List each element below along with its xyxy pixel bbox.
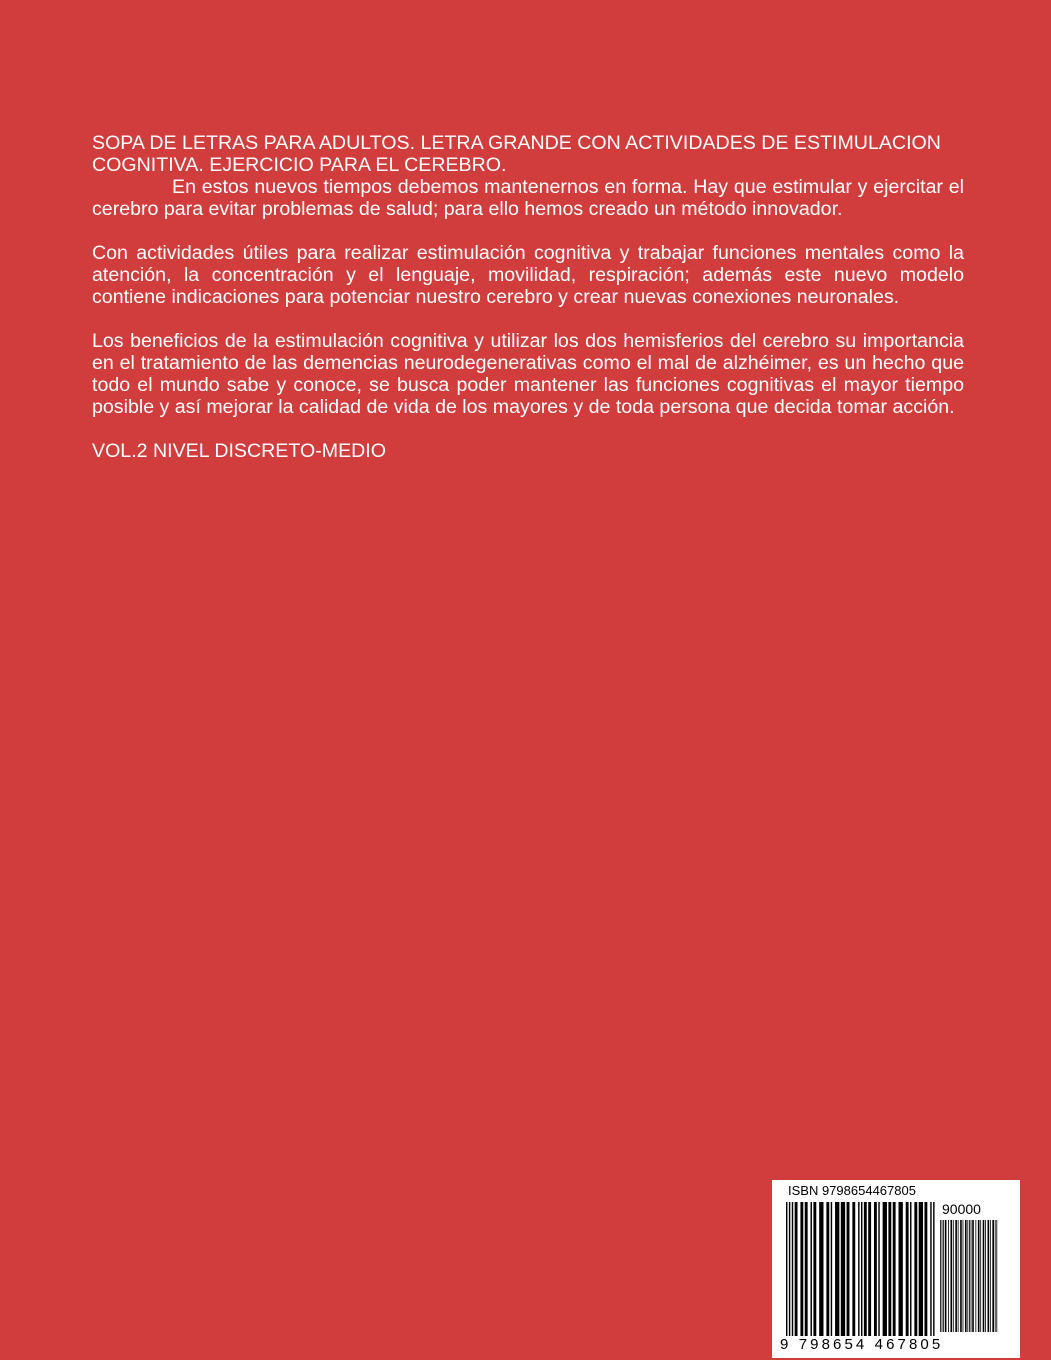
barcode-bar <box>930 1202 931 1338</box>
ean-barcode-bars <box>786 1202 936 1338</box>
barcode-bar <box>985 1220 986 1332</box>
barcode-bar <box>878 1202 879 1338</box>
barcode-bar <box>819 1202 823 1338</box>
isbn-barcode <box>772 1180 1020 1358</box>
barcode-bar <box>969 1220 970 1332</box>
barcode-bar <box>864 1202 867 1338</box>
barcode-bar <box>995 1220 996 1332</box>
barcode-bar <box>953 1220 954 1332</box>
barcode-bar <box>835 1202 839 1338</box>
barcode-bar <box>945 1220 947 1332</box>
barcode-bar <box>858 1202 859 1338</box>
barcode-bar <box>933 1202 934 1338</box>
barcode-bar <box>988 1220 990 1332</box>
barcode-bar <box>992 1220 994 1332</box>
price-code: 90000 <box>942 1201 981 1217</box>
barcode-bar <box>883 1202 887 1338</box>
barcode-bar <box>795 1202 798 1338</box>
barcode-bar <box>826 1202 829 1338</box>
barcode-bar <box>940 1220 941 1332</box>
barcode-bar <box>950 1220 952 1332</box>
barcode-bar <box>841 1202 845 1338</box>
barcode-bar <box>919 1202 923 1338</box>
heading-line-2: COGNITIVA. EJERCICIO PARA EL CEREBRO. <box>92 154 507 176</box>
barcode-bar <box>943 1220 944 1332</box>
barcode-bar <box>965 1220 967 1332</box>
barcode-bar <box>861 1202 862 1338</box>
paragraph-activities: Con actividades útiles para realizar estimulación cognitiva y trabajar funciones mentales como la atención, la concentración y el lenguaje, movilidad, respiración; además este nuevo modelo contiene indicaciones para potenciar nuestro cerebro y crear nuevas conexiones neuronales. <box>92 242 964 308</box>
barcode-bar <box>924 1202 927 1338</box>
barcode-bar <box>958 1220 959 1332</box>
barcode-bar <box>906 1202 909 1338</box>
barcode-bar <box>792 1202 793 1338</box>
barcode-bar <box>910 1202 911 1338</box>
barcode-bar <box>893 1202 896 1338</box>
barcode-bar <box>980 1220 981 1332</box>
barcode-bar <box>914 1202 917 1338</box>
barcode-bar <box>811 1202 812 1338</box>
barcode-bar <box>990 1220 991 1332</box>
ean-digits: 9 798654 467805 <box>780 1336 944 1353</box>
barcode-bar <box>967 1220 968 1332</box>
back-cover-description <box>92 132 964 462</box>
barcode-bar <box>971 1220 972 1332</box>
barcode-bar <box>983 1220 985 1332</box>
paragraph-benefits: Los beneficios de la estimulación cognitiva y utilizar los dos hemisferios del cerebro su importancia en el tratamiento de las demencias neurodegenerativas como el mal de alzhéimer, es un hecho que todo el mundo sabe y conoce, se busca poder mantener las funciones cognitivas el mayor tiempo posible y así mejorar la calidad de vida de los mayores y de toda persona que decida tomar acción. <box>92 330 964 418</box>
barcode-bar <box>874 1202 877 1338</box>
barcode-bar <box>813 1202 816 1338</box>
isbn-label: ISBN 9798654467805 <box>788 1183 916 1198</box>
barcode-bar <box>942 1220 943 1332</box>
barcode-bar <box>888 1202 891 1338</box>
heading-line-1: SOPA DE LETRAS PARA ADULTOS. LETRA GRANDE CON ACTIVIDADES DE ESTIMULACION <box>92 132 941 154</box>
barcode-bar <box>960 1220 962 1332</box>
barcode-bar <box>831 1202 832 1338</box>
barcode-bar <box>978 1220 980 1332</box>
price-barcode-bars <box>940 1220 998 1332</box>
barcode-bar <box>899 1202 903 1338</box>
barcode-bar <box>786 1202 787 1338</box>
barcode-bar <box>852 1202 855 1338</box>
barcode-bar <box>789 1202 790 1338</box>
barcode-bar <box>800 1202 803 1338</box>
barcode-bar <box>975 1220 976 1332</box>
barcode-bar <box>805 1202 808 1338</box>
barcode-bar <box>948 1220 949 1332</box>
barcode-bar <box>972 1220 974 1332</box>
volume-level: VOL.2 NIVEL DISCRETO-MEDIO <box>92 440 386 462</box>
paragraph-intro: En estos nuevos tiempos debemos mantenernos en forma. Hay que estimular y ejercitar el cerebro para evitar problemas de salud; para ello hemos creado un método innovador. <box>92 176 964 220</box>
barcode-bar <box>847 1202 850 1338</box>
barcode-bar <box>868 1202 871 1338</box>
barcode-bar <box>963 1220 964 1332</box>
barcode-bar <box>996 1220 997 1332</box>
barcode-bar <box>955 1220 957 1332</box>
